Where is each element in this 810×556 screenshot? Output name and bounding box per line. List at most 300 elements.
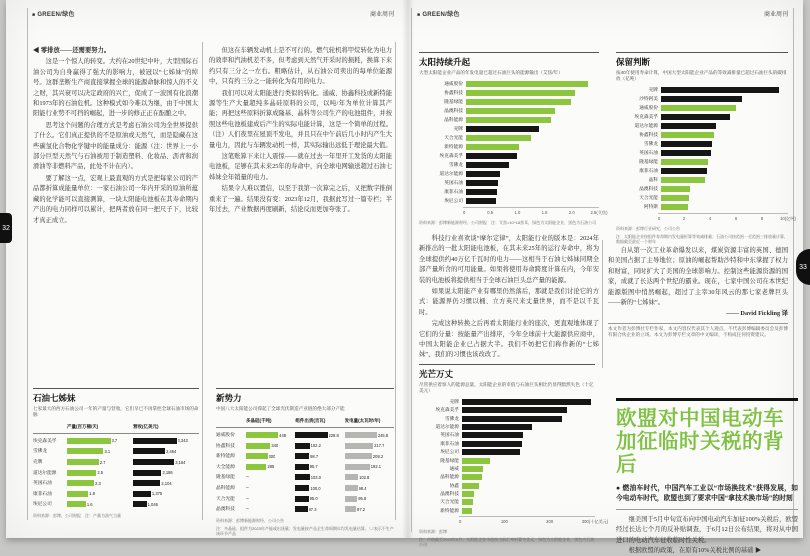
bar-label: 天合光能 bbox=[444, 135, 463, 141]
axis-tick: 0 bbox=[658, 215, 661, 221]
bar bbox=[133, 501, 147, 507]
feature-standfirst: ● 燃油车时代，中国汽车工业以“市场换技术”获得发展，如今电动车时代，欧盟也到了要求中国“拿技术换市场”的时刻 bbox=[616, 485, 798, 502]
bar-track bbox=[462, 416, 595, 422]
bar-cell bbox=[345, 474, 394, 480]
chart-reserve-judgment bbox=[616, 56, 796, 244]
bar-track bbox=[462, 432, 595, 438]
row-label: 埃克森美孚 bbox=[33, 437, 57, 443]
bar bbox=[661, 177, 705, 183]
bar-cell bbox=[246, 464, 295, 470]
bar-cell bbox=[133, 501, 199, 507]
bar-track bbox=[661, 141, 788, 147]
bar-value: 1.8 bbox=[89, 491, 95, 497]
bar-cell bbox=[345, 506, 394, 512]
bar bbox=[661, 186, 690, 192]
bar-cell bbox=[246, 496, 295, 502]
bar-label: 协鑫科技 bbox=[444, 90, 463, 96]
table-row bbox=[33, 446, 199, 457]
page-number-left: 32 bbox=[0, 213, 12, 243]
bar bbox=[295, 464, 308, 470]
table-row bbox=[216, 472, 394, 483]
bar-chart bbox=[419, 80, 608, 217]
bar-track bbox=[462, 399, 595, 405]
magazine-spread bbox=[6, 0, 803, 554]
bar-track bbox=[462, 483, 595, 489]
bar-label: 协鑫科技 bbox=[639, 132, 658, 138]
table-row bbox=[216, 451, 394, 462]
bar bbox=[466, 99, 571, 105]
bar-value: 3,343 bbox=[177, 438, 188, 444]
chart-rule bbox=[616, 52, 788, 53]
bar-label: 英国石油 bbox=[440, 432, 459, 438]
bar-cell bbox=[67, 470, 133, 476]
table-row bbox=[33, 478, 199, 489]
row-label: 壳牌 bbox=[33, 459, 43, 465]
bar bbox=[661, 141, 712, 147]
bar bbox=[466, 117, 551, 123]
bar-value: 95.7 bbox=[309, 464, 318, 470]
bar bbox=[67, 501, 86, 507]
bar bbox=[133, 480, 160, 486]
table-row bbox=[216, 440, 394, 451]
table-row bbox=[33, 436, 199, 447]
bar-value: 192.1 bbox=[370, 464, 382, 470]
bar-table bbox=[33, 422, 199, 510]
axis-tick: 300(十亿美元) bbox=[581, 519, 609, 525]
chart-source: 资料来源：彭博新能源财经、公司财报 注：艾焦=10^18焦耳，绿色为太阳能企业，黑色为石油公司 bbox=[419, 219, 597, 225]
bar-track bbox=[466, 135, 599, 141]
bar bbox=[466, 180, 498, 186]
body-text-column bbox=[33, 46, 198, 384]
bar-label: 天合光能 bbox=[440, 499, 459, 505]
feature-headline bbox=[616, 407, 798, 476]
bar-cell bbox=[133, 438, 199, 444]
bar-label: 隆基绿能 bbox=[444, 99, 463, 105]
table-row bbox=[216, 504, 394, 515]
bar-label: 道达尔能源 bbox=[634, 123, 658, 129]
bar bbox=[462, 424, 532, 430]
bar-value: 285 bbox=[267, 464, 275, 470]
column-header: 发电量(太瓦时/年) bbox=[344, 418, 381, 424]
paragraph: 这笔账算下来让人震惊——就在过去一年里开工发货的太阳能电池板，足够在其未来25年的寿命中，向全球电网输送超过石油七姊妹全年销量的电力。 bbox=[209, 153, 392, 181]
bar bbox=[345, 432, 377, 438]
no-data-dash: – bbox=[246, 506, 249, 513]
bar-track bbox=[466, 144, 599, 150]
body-text-column bbox=[419, 234, 599, 358]
bar bbox=[67, 470, 96, 476]
bar-track bbox=[462, 499, 595, 505]
table-row bbox=[216, 462, 394, 473]
bar-track bbox=[466, 99, 599, 105]
axis-tick: 2 bbox=[682, 215, 686, 221]
bar-cell bbox=[295, 485, 344, 491]
bar-label: 沙特阿美 bbox=[639, 96, 658, 102]
bar bbox=[295, 474, 309, 480]
axis-tick: 1.5 bbox=[541, 209, 548, 215]
row-label: 新特能源 bbox=[216, 453, 235, 459]
bar bbox=[295, 443, 309, 449]
bar bbox=[466, 126, 539, 132]
table-row bbox=[33, 499, 199, 510]
chart-note: 注：多晶硅、组件为2023年产能或出货量；发电量按产品全生命周期年均发电量估算，“–”表示不生产该环节产品 bbox=[216, 525, 394, 536]
column-header: 营收(亿美元) bbox=[133, 424, 159, 430]
chart-brilliance bbox=[419, 368, 609, 548]
bar-track bbox=[466, 189, 599, 195]
bar-value: 2,186 bbox=[162, 470, 173, 476]
bar-value: 1,046 bbox=[147, 501, 158, 507]
bar-value: 95.8 bbox=[358, 496, 367, 502]
bar-value: 1,375 bbox=[151, 491, 163, 497]
bar-track bbox=[466, 117, 599, 123]
row-label: 晶科能源 bbox=[216, 485, 235, 491]
bar-track bbox=[466, 162, 599, 168]
bar-label: 埃克森美孚 bbox=[439, 153, 463, 159]
bar bbox=[246, 464, 266, 470]
chart-subtitle: 按40年使用寿命计算，中国大型太阳能企业产品的等效减排量已超过石油巨头的碳排放（亿吨） bbox=[616, 70, 787, 81]
chart-source: 资料来源：彭博、公司财报 注：产量为油气当量 bbox=[33, 512, 121, 518]
bar-value: 2.7 bbox=[99, 459, 106, 465]
page-number-right: 33 bbox=[796, 249, 810, 285]
bar bbox=[661, 123, 716, 129]
bar-table bbox=[216, 416, 394, 515]
bar-track bbox=[661, 195, 788, 201]
bar-label: 英国石油 bbox=[639, 150, 658, 156]
bar bbox=[133, 491, 151, 497]
bar-label: 阿特斯 bbox=[643, 204, 658, 210]
column-rule bbox=[27, 8, 28, 520]
chart-rule bbox=[33, 388, 199, 389]
bar bbox=[462, 491, 474, 497]
bar-track bbox=[466, 108, 599, 114]
chart-source: 资料来源：彭博 bbox=[419, 529, 447, 535]
bar-track bbox=[661, 114, 788, 120]
bar bbox=[462, 416, 562, 422]
row-label: 道达尔能源 bbox=[33, 469, 57, 475]
bar-track bbox=[462, 474, 595, 480]
table-row bbox=[33, 489, 199, 500]
bar-label: 隆基绿能 bbox=[639, 159, 658, 165]
bar-label: 雪佛龙 bbox=[643, 141, 658, 147]
chart-rule bbox=[216, 388, 394, 389]
feature-rule bbox=[616, 398, 798, 401]
bar-track bbox=[462, 491, 595, 497]
bar-label: 通威 bbox=[449, 465, 459, 471]
bar bbox=[462, 499, 473, 505]
bar-cell bbox=[133, 491, 199, 497]
bar-cell bbox=[345, 464, 394, 470]
chart-title: 石油七姊妹 bbox=[33, 393, 76, 403]
bar-cell bbox=[345, 496, 394, 502]
axis-tick: 6 bbox=[734, 215, 738, 221]
paragraph: 继美国于5月中旬宣布向中国电动汽车加征100%关税后，欧盟经过长达七个月的反补贴调查，于6月12日公布结果，将对从中国进口的电动汽车征收临时性关税。 bbox=[616, 516, 798, 544]
bar-track bbox=[462, 458, 595, 464]
bar-track bbox=[661, 123, 788, 129]
bar bbox=[661, 132, 714, 138]
bar bbox=[466, 108, 555, 114]
headline-line-1: 欧盟对中国电动车 bbox=[616, 407, 784, 430]
bar-cell bbox=[295, 453, 344, 459]
column-rule bbox=[395, 42, 396, 520]
bar-track bbox=[661, 177, 788, 183]
bar-chart bbox=[616, 86, 796, 223]
bar-label: 雪佛龙 bbox=[448, 162, 463, 168]
bar-label: 埃克森美孚 bbox=[435, 407, 459, 413]
bar-cell bbox=[295, 496, 344, 502]
bar-value: 3.1 bbox=[104, 448, 111, 454]
bar-value: 340 bbox=[271, 443, 279, 449]
bar-cell bbox=[295, 464, 344, 470]
bar-label: 康菲石油 bbox=[639, 168, 658, 174]
bar-cell bbox=[246, 453, 295, 459]
page-header bbox=[32, 8, 394, 18]
bar-track bbox=[462, 407, 595, 413]
bar bbox=[462, 466, 483, 472]
bar-label: 壳牌 bbox=[648, 87, 658, 93]
bar-cell bbox=[246, 474, 295, 480]
bar bbox=[661, 105, 736, 111]
bar-cell bbox=[345, 485, 394, 491]
bar-value: 448 bbox=[279, 432, 287, 438]
paragraph: 根据欧盟的政策，在原有10%关税比例的基础 ▶ bbox=[628, 546, 762, 554]
bar-track bbox=[661, 96, 788, 102]
bar-value: 1.6 bbox=[86, 501, 93, 507]
bar-label: 隆基绿能 bbox=[440, 457, 459, 463]
bar-cell bbox=[133, 470, 199, 476]
bar bbox=[462, 399, 591, 405]
bar-track bbox=[661, 87, 788, 93]
bar bbox=[295, 506, 307, 512]
bar bbox=[462, 441, 522, 447]
bar bbox=[345, 506, 356, 512]
bar-value: 229.8 bbox=[328, 432, 339, 438]
no-data-dash: – bbox=[246, 495, 249, 502]
chart-note: 注：市值截至2024年6月；太阳能企业市值按当前汇率折算为美元，绿色为太阳能企业，黑色为石油公司 bbox=[419, 537, 595, 548]
bar-value: 217.7 bbox=[374, 443, 385, 449]
bar-track bbox=[661, 204, 788, 210]
bar bbox=[345, 464, 370, 470]
bar-value: 3,164 bbox=[175, 459, 186, 465]
section-label: GREEN/绿色 bbox=[422, 11, 460, 18]
bar-label: 晶澳科技 bbox=[639, 186, 658, 192]
bar-track bbox=[466, 126, 599, 132]
column-rule bbox=[202, 42, 203, 520]
column-header: 组件出货(吉瓦) bbox=[295, 418, 326, 424]
column-header: 产量(百万桶/天) bbox=[67, 424, 99, 430]
row-label: 雪佛龙 bbox=[33, 448, 48, 454]
paragraph: 但这在车辆发动机上是不可行的。燃气轮机将甲烷转化为电力的效率和汽油机差不多，但考虑到天然气开采时的损耗，换算下来约只有三分之一左右。粗略估计，从石油公司卖出的每单位能源中，只有约三分之一能转化为有用的电力。 bbox=[209, 47, 392, 86]
bar-value: 102.8 bbox=[359, 474, 370, 480]
section-kicker bbox=[417, 9, 460, 18]
bar bbox=[345, 474, 358, 480]
bar bbox=[67, 438, 111, 444]
axis-tick: 100 bbox=[500, 519, 508, 525]
bar bbox=[133, 448, 165, 454]
bar-label: 晶科能源 bbox=[440, 474, 459, 480]
bar-label: 晶科 bbox=[648, 177, 658, 183]
bar-label: 晶科能源 bbox=[444, 117, 463, 123]
bar-track bbox=[462, 424, 595, 430]
bar-value: 2,464 bbox=[166, 448, 177, 454]
bar-value: 95.0 bbox=[309, 496, 318, 502]
axis-tick: 0 bbox=[459, 519, 462, 525]
axis-tick: 0 bbox=[463, 209, 466, 215]
bar bbox=[295, 453, 309, 459]
bar-track bbox=[466, 90, 599, 96]
bar bbox=[462, 407, 567, 413]
bar-cell bbox=[295, 432, 344, 438]
bar bbox=[67, 491, 88, 497]
axis-tick: 0.5 bbox=[487, 209, 494, 215]
bar-cell bbox=[295, 506, 344, 512]
bar-cell bbox=[67, 438, 133, 444]
chart-subtitle: 尽管供应着惊人的能源总量，太阳能企业的市值与石油巨头相比仍显得黯然失色（十亿美元） bbox=[419, 382, 594, 393]
bar bbox=[462, 483, 479, 489]
body-text-column bbox=[209, 46, 392, 384]
paragraph: 这是一个惊人的转变。大约在20世纪中叶，大型国际石油公司为自身赢得了强大的影响力，被冠以“七姊妹”的绰号。这群垄断生产商直接掌握全球的能源命脉和惊人的不义之财，其兴衰可以决定政府的兴亡，促成了一波国有化浪潮和1973年的石油危机。这种模式如今难以为继，由于中国太阳能行业势不可挡的崛起，进一步的修正正在酝酿之中。 bbox=[33, 58, 198, 118]
bar-label: 天合光能 bbox=[639, 195, 658, 201]
table-row bbox=[216, 483, 394, 494]
bar-cell bbox=[345, 443, 394, 449]
feature-article bbox=[616, 398, 798, 556]
bar bbox=[462, 508, 472, 514]
no-data-dash: – bbox=[246, 485, 249, 492]
chart-subtitle: 大型太阳能企业产品的年发电量已超过石油巨头的能源输出（艾焦/年） bbox=[419, 70, 563, 75]
row-label: 协鑫科技 bbox=[216, 442, 235, 448]
row-label: 天合光能 bbox=[216, 495, 235, 501]
feature-divider bbox=[616, 509, 798, 510]
bar bbox=[661, 150, 711, 156]
chart-note: 注：太阳能企业按组件寿命期内发电量折算等效减排量；石油公司按范围一至范围三排放量计算，数据截至最近一个财年 bbox=[616, 233, 788, 244]
table-row bbox=[216, 493, 394, 504]
column-header: 多晶硅(千吨) bbox=[246, 418, 272, 424]
bar bbox=[661, 195, 689, 201]
bar bbox=[462, 432, 523, 438]
bar bbox=[295, 485, 309, 491]
row-label: 大全能源 bbox=[216, 463, 235, 469]
x-axis bbox=[658, 213, 796, 223]
bar-cell bbox=[133, 448, 199, 454]
bar-label: 新特能源 bbox=[440, 507, 459, 513]
bar-value: 103.0 bbox=[310, 474, 321, 480]
bar-label: 晶澳科技 bbox=[444, 108, 463, 114]
bar-cell bbox=[67, 491, 133, 497]
bar bbox=[466, 153, 517, 159]
bar-label: 康菲石油 bbox=[440, 440, 459, 446]
row-label: 康菲石油 bbox=[33, 490, 52, 496]
chart-rule bbox=[419, 52, 599, 53]
bar bbox=[345, 485, 358, 491]
bar-value: 208.2 bbox=[372, 453, 384, 459]
bar bbox=[466, 162, 509, 168]
bar bbox=[345, 443, 373, 449]
paragraph: 要了解这一点，宏观上最直观的方式是把每家公司的产品都折算成能量单位：一家石油公司一年内开采的原油所蕴藏的化学能可以直接测算，一块太阳能电池板在其寿命期内产出的电力同样可以累计，把两者放在同一把尺子下，比较才真正成立。 bbox=[33, 174, 198, 224]
article-footnote: 本文作者为彭博社专栏作家，本文内容仅代表其个人观点，不代表彭博编辑委员会及彭博有限合伙企业的立场。本文为彭博专栏文章的中文编译，不构成任何投资建议。 bbox=[608, 323, 788, 339]
bar-track bbox=[466, 81, 599, 87]
chart-source: 资料来源：彭博新能源财经、公司公告 bbox=[216, 517, 284, 523]
bar-value: 100.0 bbox=[310, 485, 321, 491]
bar-track bbox=[462, 466, 595, 472]
bar-value: 245.8 bbox=[377, 432, 389, 438]
table-row bbox=[33, 467, 199, 478]
bar-label: 通威股份 bbox=[639, 105, 658, 111]
bar-label: 壳牌 bbox=[453, 126, 463, 132]
bar bbox=[466, 144, 519, 150]
row-label: 埃尼公司 bbox=[33, 501, 52, 507]
bar bbox=[661, 204, 688, 210]
page-header bbox=[417, 8, 788, 18]
feature-body bbox=[616, 515, 798, 556]
bar bbox=[661, 168, 707, 174]
paragraph: 完成这种转换之后再看太阳能行业的座次，更直观地体现了它们的分量：按能量产出排序，今年全球前十大能源供应商中，中国太阳能企业已占据大半。我们不妨把它们称作新的“七姊妹”，我们的习惯也该改改了。 bbox=[419, 320, 599, 358]
bar bbox=[133, 470, 161, 476]
bar-label: 道达尔能源 bbox=[435, 423, 459, 429]
section-marker-icon: ■ bbox=[32, 11, 36, 18]
axis-tick: 10(亿吨) bbox=[780, 215, 796, 221]
bar bbox=[67, 480, 94, 486]
bar-track bbox=[466, 180, 599, 186]
paragraph: 科技行业喜欢谈“摩尔定律”，太阳能行业的版本是：2024年新推出的一批太阳能电池板，在其未来25年的运行寿命中，将为全球提供约40万亿千瓦时的电力——这相当于石油七姊妹同期全部产量所含的可用能量。如果将使用寿命跨度计算在内，今年安装的电池板将提供相当于全球石油巨头总产量的能源。 bbox=[419, 235, 599, 284]
chart-seven-sisters bbox=[33, 392, 199, 518]
section-marker-icon: ■ bbox=[417, 11, 421, 18]
bar bbox=[466, 171, 500, 177]
no-data-dash: – bbox=[246, 474, 249, 481]
axis-tick: 2.0 bbox=[568, 209, 575, 215]
bar bbox=[345, 453, 372, 459]
bar-track bbox=[462, 508, 595, 514]
chart-solar-rising bbox=[419, 56, 608, 225]
bar-label: 新特能源 bbox=[444, 144, 463, 150]
paragraph: 自从第一次工业革命爆发以来，煤炭资源丰富的英国、德国和美国占据了主导地位；原油的崛起帮助沙特和中东掌握了权力和财富，同时扩大了美国的全球影响力。控制这些能源资源的国家，成就了长达两个世纪的霸业。现在，七家中国公司在本世纪能源版图中悄然崛起，超过了主宰30年风云的那七家老牌巨头——新的“七姊妹”。 bbox=[608, 247, 788, 307]
bar-label: 埃尼公司 bbox=[440, 449, 459, 455]
bar-track bbox=[466, 198, 599, 204]
bar bbox=[661, 87, 779, 93]
bar-track bbox=[661, 159, 788, 165]
bar-track bbox=[661, 132, 788, 138]
center-fold bbox=[402, 0, 414, 538]
bar bbox=[246, 453, 268, 459]
chart-subtitle: 七家最大的西方石油公司一年的产量与营收，它们早已不再掌控全球石油市场的命脉 bbox=[33, 406, 199, 417]
publication-name: 商业周刊 bbox=[369, 11, 394, 18]
bar-cell bbox=[67, 501, 133, 507]
bar bbox=[661, 96, 742, 102]
bar bbox=[67, 448, 103, 454]
bar-label: 埃克森美孚 bbox=[634, 114, 658, 120]
bar bbox=[462, 449, 520, 455]
bar bbox=[466, 81, 588, 87]
bar-track bbox=[462, 441, 595, 447]
bar bbox=[661, 114, 730, 120]
bar bbox=[661, 159, 708, 165]
bar-cell bbox=[67, 459, 133, 465]
axis-tick: 1.0 bbox=[514, 209, 521, 215]
bar-cell bbox=[246, 506, 295, 512]
bar-label: 埃尼公司 bbox=[444, 198, 463, 204]
table-row bbox=[216, 430, 394, 441]
bar-cell bbox=[345, 432, 394, 438]
axis-tick: 200 bbox=[546, 519, 554, 525]
bar bbox=[345, 496, 358, 502]
bar-track bbox=[466, 153, 599, 159]
body-text-column bbox=[608, 246, 788, 372]
chart-rule bbox=[419, 364, 595, 365]
bar-track bbox=[661, 168, 788, 174]
paragraph: 如果说太阳能产业有哪里仍然落后，那就是我们讨论它的方式：能源界仍习惯以桶、立方英尺来丈量世界，而不是以千瓦时。 bbox=[419, 288, 599, 316]
bar bbox=[466, 189, 497, 195]
paragraph: 我们可以对太阳能进行类似的转化。通威、协鑫科技或新特能源等生产大量超纯多晶硅原料的公司，以吨/年为单位计算其产能；再把这些原料折算成隆基、晶科等公司生产的电池组件，并按照这些电池板建成后产生的实际电能计算，这是一个简单的过程。（注）人们夜里在屋顶不发电，并且只在中午前后几小时内产生大量电力，因此与车辆发动机一样，其实际输出远低于理论最大值。 bbox=[209, 89, 392, 149]
bar-label: 康菲石油 bbox=[444, 189, 463, 195]
headline-line-2: 加征临时关税的背后 bbox=[616, 430, 784, 476]
row-label: 隆基绿能 bbox=[216, 474, 235, 480]
